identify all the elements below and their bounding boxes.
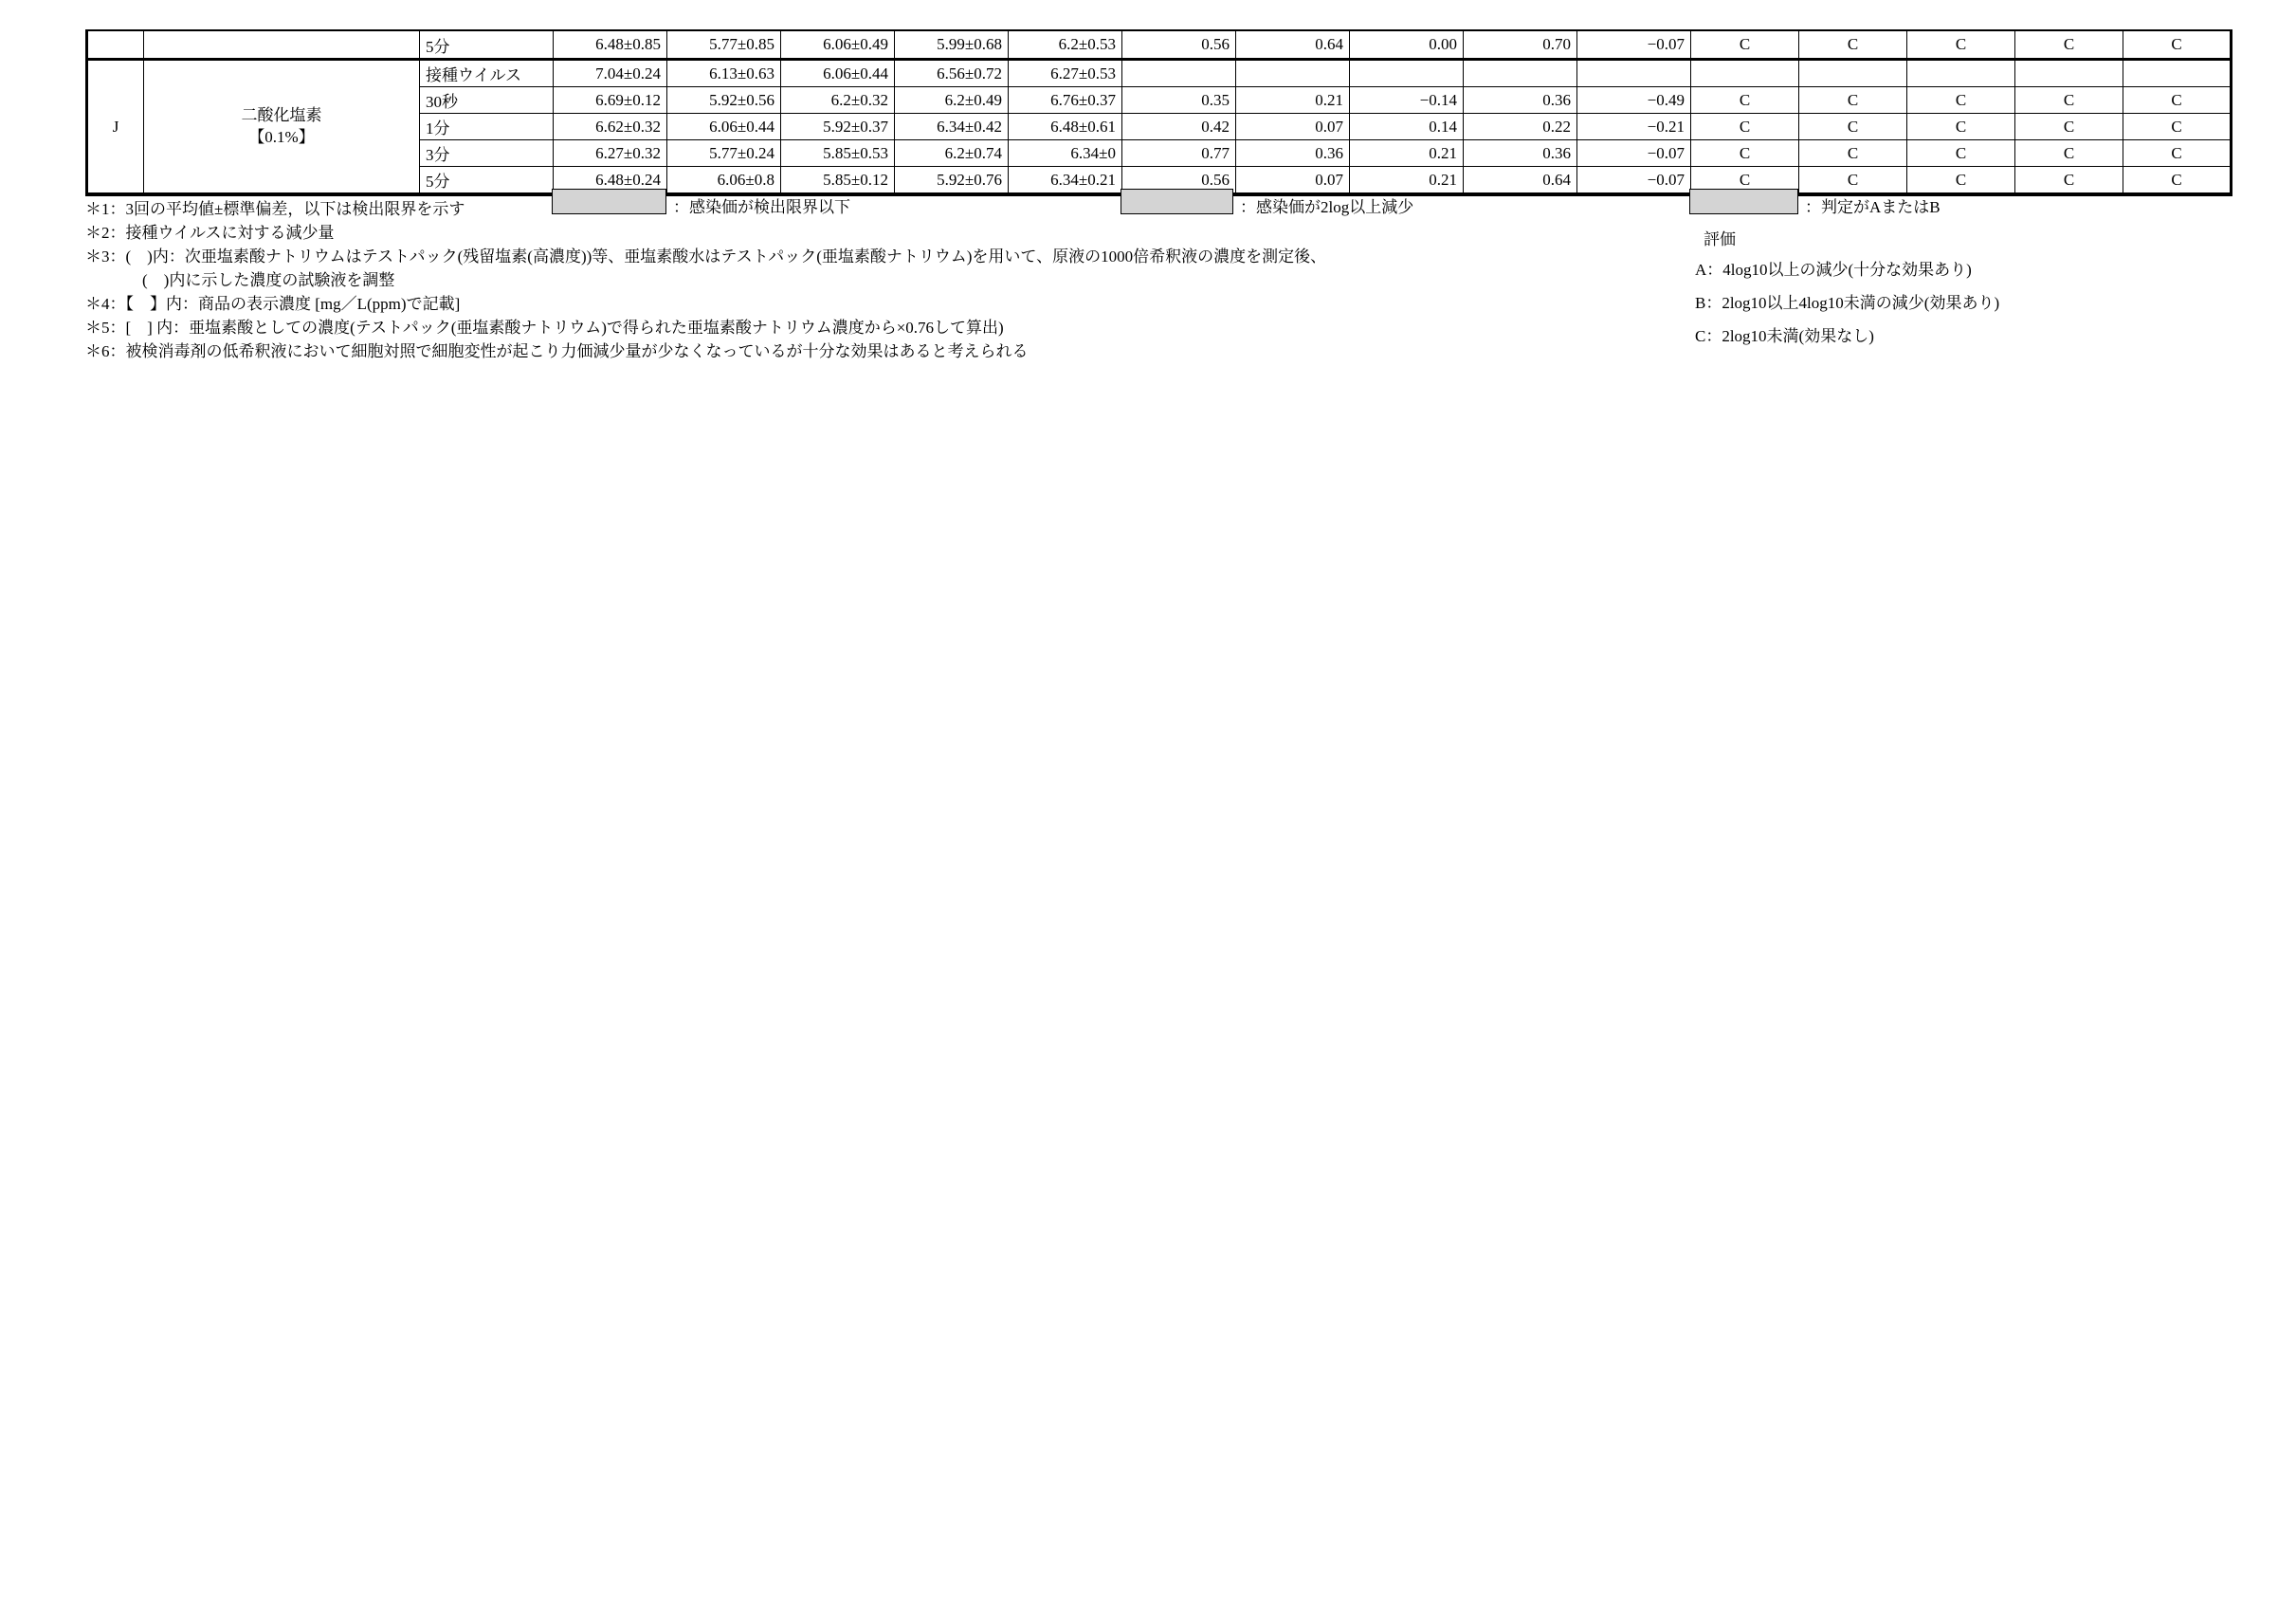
cell-value: 6.06±0.44	[781, 60, 895, 87]
cell-reduction: 0.07	[1236, 167, 1350, 195]
cell-reduction: 0.21	[1350, 140, 1464, 167]
cell-reduction	[1122, 60, 1236, 87]
cell-value: 6.27±0.32	[554, 140, 667, 167]
footnote-6: ＊6：被検消毒剤の低希釈液において細胞対照で細胞変性が起こり力価減少量が少なくなっているが十分な効果はあると考えられる	[85, 342, 1029, 360]
cell-reduction: 0.00	[1350, 30, 1464, 60]
results-table	[85, 29, 2232, 196]
cell-judgment: C	[2123, 30, 2232, 60]
cell-value: 5.85±0.53	[781, 140, 895, 167]
footnote-1: ＊1：3回の平均値±標準偏差，以下は検出限界を示す	[85, 200, 465, 218]
cell-time: 30秒	[420, 87, 554, 114]
cell-time: 1分	[420, 114, 554, 140]
cell-reduction: 0.21	[1236, 87, 1350, 114]
cell-value: 6.48±0.61	[1009, 114, 1122, 140]
cell-time: 5分	[420, 30, 554, 60]
cell-value: 5.92±0.56	[667, 87, 781, 114]
cell-value: 6.48±0.24	[554, 167, 667, 195]
group-id-cell: J	[87, 60, 144, 195]
cell-judgment: C	[1907, 30, 2015, 60]
cell-value: 6.56±0.72	[895, 60, 1009, 87]
table-row	[87, 60, 2232, 87]
cell-reduction	[1236, 60, 1350, 87]
cell-value: 5.77±0.24	[667, 140, 781, 167]
cell-value: 6.2±0.53	[1009, 30, 1122, 60]
cell-reduction: 0.77	[1122, 140, 1236, 167]
evaluation-title: 評価	[1704, 230, 1736, 248]
cell-judgment: C	[2015, 140, 2123, 167]
footnote-2: ＊2：接種ウイルスに対する減少量	[85, 224, 335, 242]
cell-value: 5.92±0.76	[895, 167, 1009, 195]
cell-value: 5.77±0.85	[667, 30, 781, 60]
cell-judgment: C	[1691, 30, 1799, 60]
cell-value: 6.27±0.53	[1009, 60, 1122, 87]
cell-judgment: C	[1799, 114, 1907, 140]
cell-judgment: C	[1691, 114, 1799, 140]
disinfectant-concentration: 【0.1%】	[248, 127, 315, 146]
cell-value: 6.2±0.74	[895, 140, 1009, 167]
cell-judgment: C	[2123, 114, 2232, 140]
cell-reduction: 0.14	[1350, 114, 1464, 140]
legend-label-2log-reduction: ：感染価が2log以上減少	[1240, 198, 1414, 216]
cell-value: 6.06±0.44	[667, 114, 781, 140]
cell-reduction: 0.22	[1464, 114, 1577, 140]
cell-value: 6.48±0.85	[554, 30, 667, 60]
cell-value: 6.76±0.37	[1009, 87, 1122, 114]
disinfectant-name-cell	[144, 60, 420, 195]
cell-reduction: 0.21	[1350, 167, 1464, 195]
cell-judgment: C	[1799, 140, 1907, 167]
cell-reduction: 0.56	[1122, 30, 1236, 60]
cell-judgment: C	[1691, 140, 1799, 167]
cell-reduction: 0.35	[1122, 87, 1236, 114]
cell-value: 6.06±0.8	[667, 167, 781, 195]
cell-judgment: C	[1907, 140, 2015, 167]
cell-judgment: C	[1799, 87, 1907, 114]
cell-time: 接種ウイルス	[420, 60, 554, 87]
cell-judgment: C	[2123, 140, 2232, 167]
cell-judgment	[2015, 60, 2123, 87]
cell-judgment: C	[1691, 167, 1799, 195]
cell-judgment	[2123, 60, 2232, 87]
cell-value: 5.92±0.37	[781, 114, 895, 140]
cell-judgment	[1907, 60, 2015, 87]
cell-value: 6.34±0	[1009, 140, 1122, 167]
cell-judgment: C	[2123, 87, 2232, 114]
cell-judgment: C	[1799, 167, 1907, 195]
cell-value: 7.04±0.24	[554, 60, 667, 87]
cell-judgment	[1691, 60, 1799, 87]
evaluation-item-a: A：4log10以上の減少(十分な効果あり)	[1695, 261, 1972, 279]
cell-reduction: 0.36	[1464, 87, 1577, 114]
cell-reduction: −0.07	[1577, 167, 1691, 195]
cell-reduction: 0.36	[1464, 140, 1577, 167]
disinfectant-name-line1: 二酸化塩素	[241, 106, 322, 125]
cell-reduction: 0.42	[1122, 114, 1236, 140]
legend-label-detection-limit: ：感染価が検出限界以下	[673, 198, 850, 216]
cell-judgment: C	[2015, 167, 2123, 195]
cell-empty-name	[144, 30, 420, 60]
footnote-3-line1: ＊3：( )内：次亜塩素酸ナトリウムはテストパック(残留塩素(高濃度))等、亜塩素酸水はテストパック(亜塩素酸ナトリウム)を用いて、原液の1000倍希釈液の濃度を測定後、	[85, 247, 1327, 266]
evaluation-item-c: C：2log10未満(効果なし)	[1695, 327, 1874, 345]
cell-judgment: C	[1799, 30, 1907, 60]
legend-label-judgment-a-or-b: ：判定がAまたはB	[1805, 198, 1941, 216]
footnote-4: ＊4：【 】内：商品の表示濃度 [mg／L(ppm)で記載]	[85, 295, 461, 313]
cell-value: 6.69±0.12	[554, 87, 667, 114]
cell-reduction: 0.64	[1464, 167, 1577, 195]
cell-reduction: 0.36	[1236, 140, 1350, 167]
cell-time: 5分	[420, 167, 554, 195]
cell-judgment: C	[2123, 167, 2232, 195]
cell-reduction: −0.49	[1577, 87, 1691, 114]
cell-reduction	[1464, 60, 1577, 87]
cell-judgment: C	[2015, 114, 2123, 140]
cell-reduction: −0.07	[1577, 140, 1691, 167]
cell-time: 3分	[420, 140, 554, 167]
cell-reduction: 0.70	[1464, 30, 1577, 60]
cell-reduction: −0.07	[1577, 30, 1691, 60]
cell-reduction	[1577, 60, 1691, 87]
cell-value: 6.2±0.49	[895, 87, 1009, 114]
cell-reduction: −0.21	[1577, 114, 1691, 140]
cell-reduction: −0.14	[1350, 87, 1464, 114]
cell-value: 6.06±0.49	[781, 30, 895, 60]
cell-judgment: C	[1907, 114, 2015, 140]
legend-swatch-detection-limit	[552, 189, 666, 214]
cell-value: 6.62±0.32	[554, 114, 667, 140]
cell-judgment	[1799, 60, 1907, 87]
cell-judgment: C	[2015, 30, 2123, 60]
cell-value: 6.2±0.32	[781, 87, 895, 114]
footnote-3-line2: ( )内に示した濃度の試験液を調整	[142, 271, 395, 289]
cell-value: 6.13±0.63	[667, 60, 781, 87]
legend-swatch-2log-reduction	[1121, 189, 1233, 214]
cell-value: 6.34±0.21	[1009, 167, 1122, 195]
cell-judgment: C	[2015, 87, 2123, 114]
cell-value: 5.99±0.68	[895, 30, 1009, 60]
cell-reduction	[1350, 60, 1464, 87]
evaluation-item-b: B：2log10以上4log10未満の減少(効果あり)	[1695, 294, 2000, 312]
cell-value: 5.85±0.12	[781, 167, 895, 195]
cell-judgment: C	[1907, 167, 2015, 195]
cell-empty-group	[87, 30, 144, 60]
footnote-5: ＊5：[ ] 内：亜塩素酸としての濃度(テストパック(亜塩素酸ナトリウム)で得られた亜塩素酸ナトリウム濃度から×0.76して算出)	[85, 319, 1004, 337]
cell-value: 6.34±0.42	[895, 114, 1009, 140]
cell-judgment: C	[1907, 87, 2015, 114]
table-row	[87, 30, 2232, 60]
legend-swatch-judgment-a-or-b	[1689, 189, 1798, 214]
cell-judgment: C	[1691, 87, 1799, 114]
cell-reduction: 0.64	[1236, 30, 1350, 60]
cell-reduction: 0.56	[1122, 167, 1236, 195]
cell-reduction: 0.07	[1236, 114, 1350, 140]
